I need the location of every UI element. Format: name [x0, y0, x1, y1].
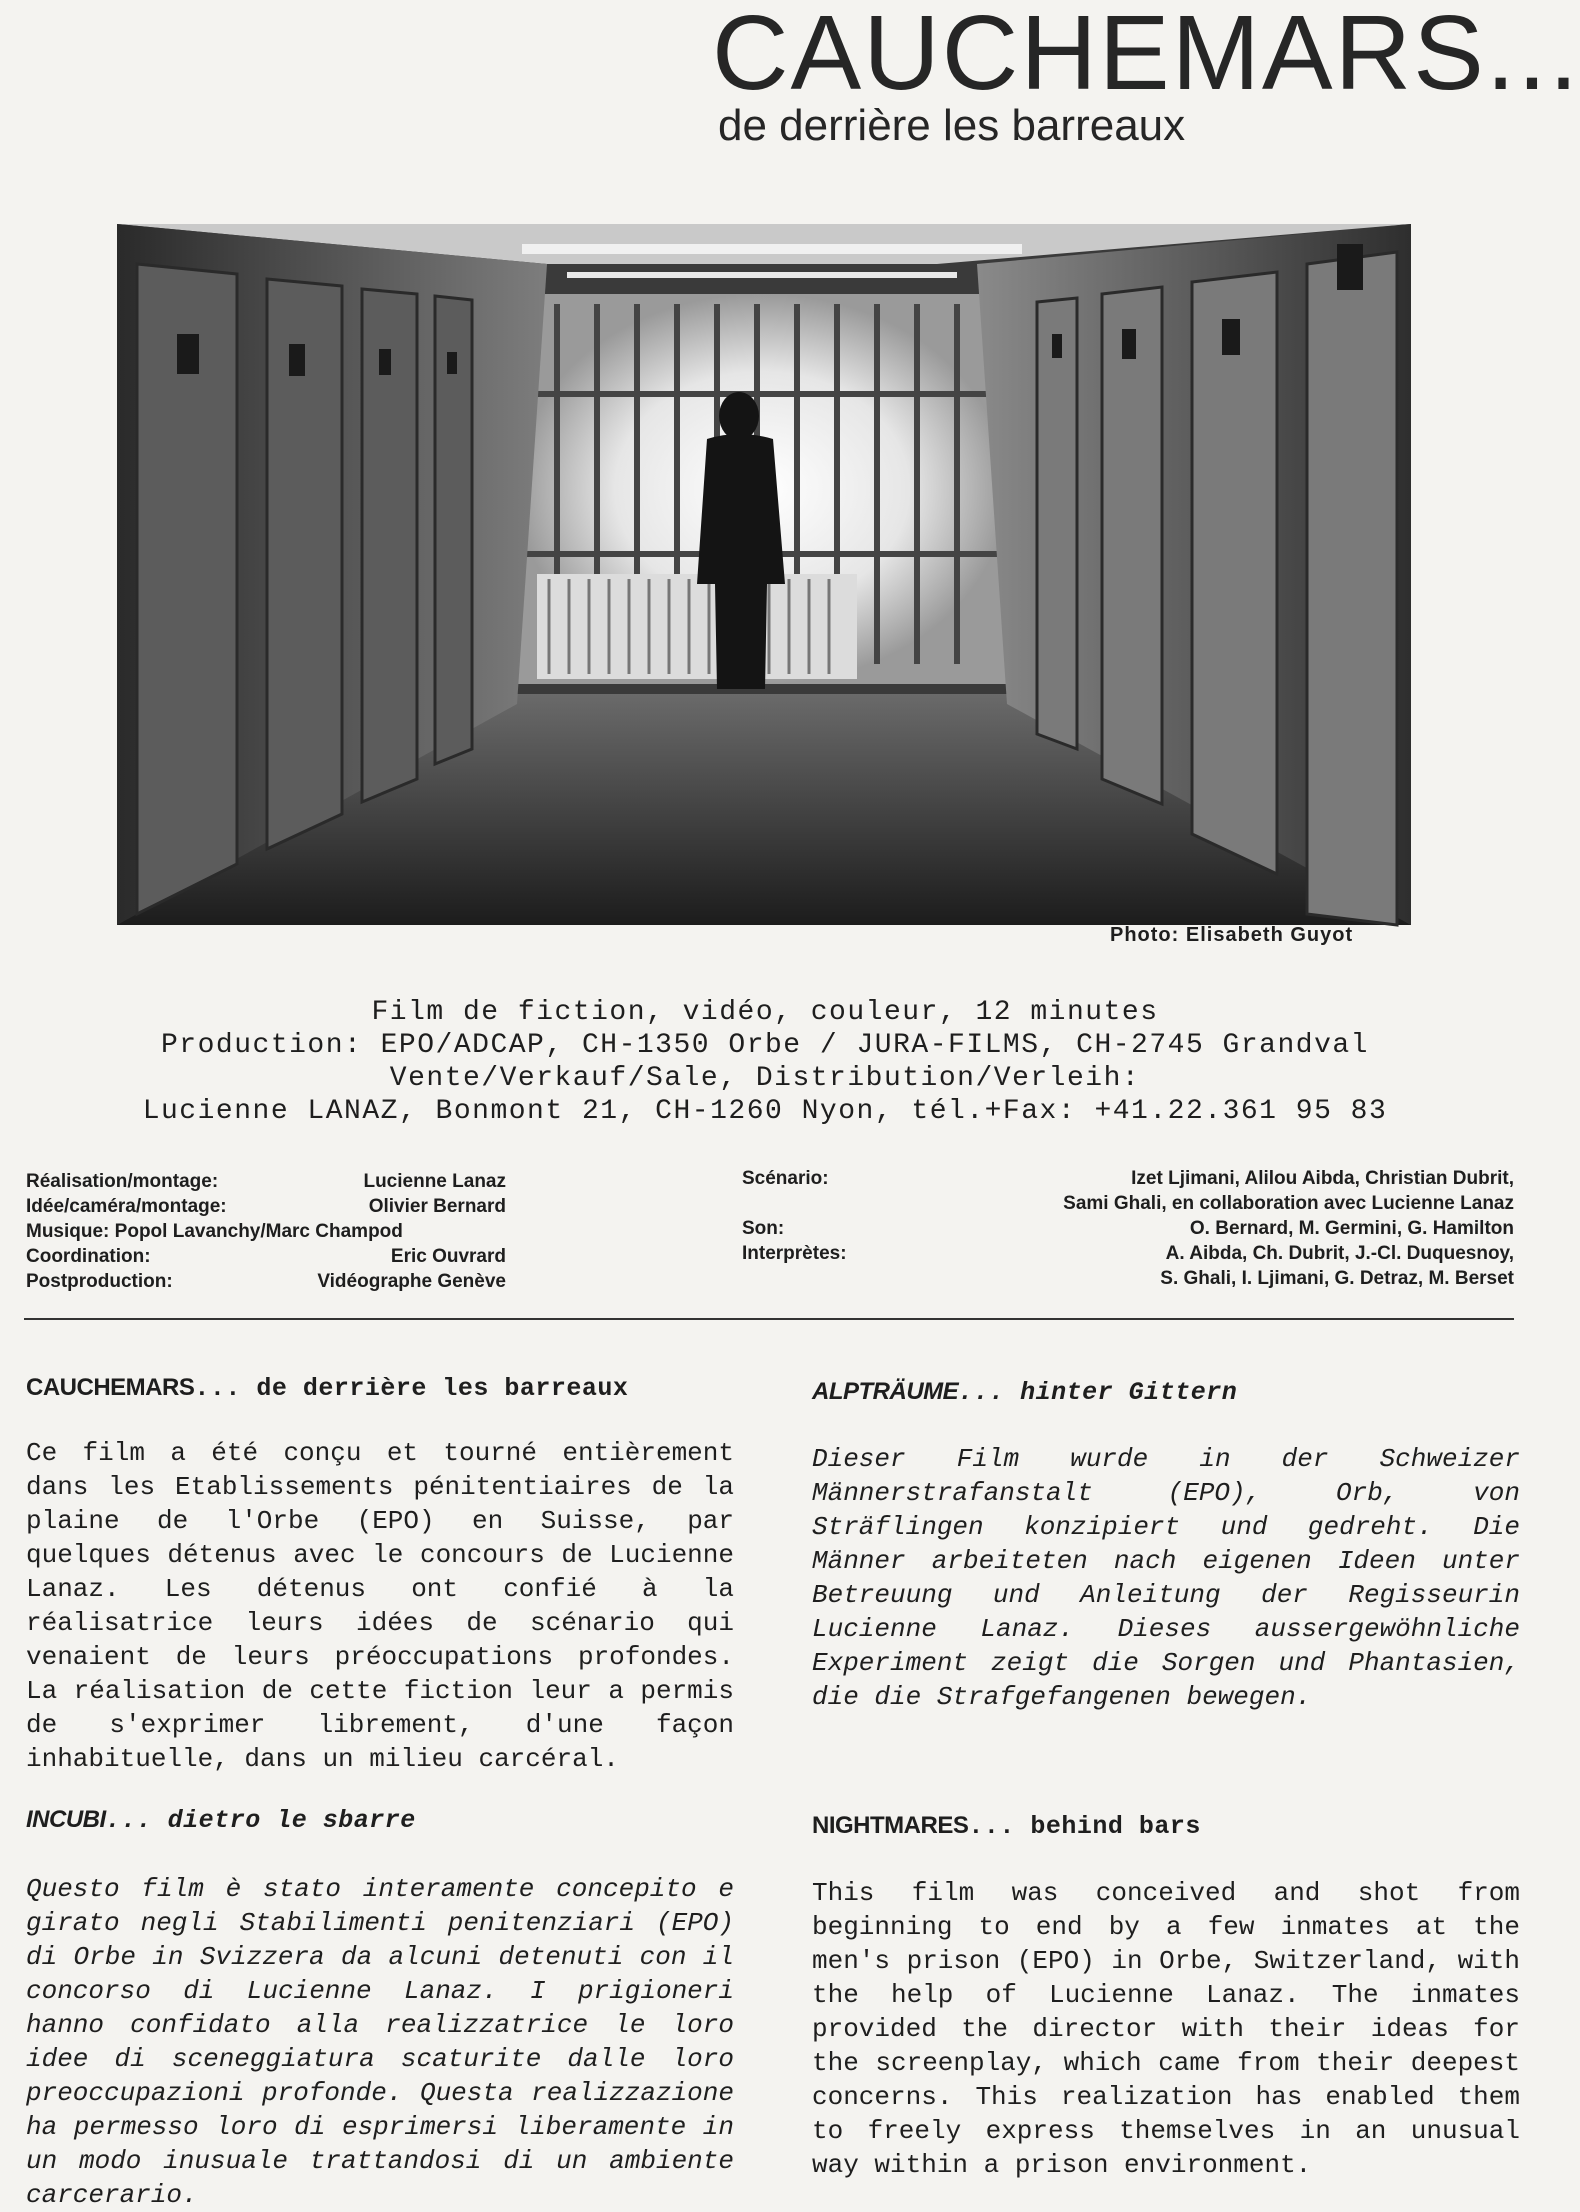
credit-name: Izet Ljimani, Alilou Aibda, Christian Dubrit,: [1131, 1168, 1514, 1189]
german-heading: [812, 1378, 1237, 1407]
credit-row: [26, 1269, 506, 1294]
credit-row: [26, 1219, 506, 1244]
credit-name: Olivier Bernard: [368, 1196, 506, 1217]
credit-role: Son:: [742, 1218, 785, 1239]
credit-continuation: S. Ghali, I. Ljimani, G. Detraz, M. Berset: [1160, 1268, 1514, 1289]
credit-role: Musique: Popol Lavanchy/Marc Champod: [26, 1221, 403, 1242]
credit-name: Eric Ouvrard: [390, 1246, 506, 1267]
corridor-illustration: [117, 224, 1411, 925]
film-info-line: Production: EPO/ADCAP, CH-1350 Orbe / JURA-FILMS, CH-2745 Grandval: [161, 1030, 1369, 1061]
credits-left: [26, 1169, 506, 1294]
heading-caps: ALPTRÄUME: [812, 1378, 959, 1405]
credit-role: Interprètes:: [742, 1243, 847, 1264]
credit-row: [26, 1244, 506, 1269]
heading-caps: CAUCHEMARS: [26, 1374, 195, 1401]
credit-continuation: Sami Ghali, en collaboration avec Lucienne Lanaz: [1063, 1193, 1514, 1214]
heading-rest: ... behind bars: [968, 1812, 1201, 1841]
film-info-line: Lucienne LANAZ, Bonmont 21, CH-1260 Nyon, tél.+Fax: +41.22.361 95 83: [142, 1096, 1388, 1127]
credit-row: [742, 1241, 1514, 1266]
english-heading: [812, 1812, 1201, 1841]
film-info-line: Film de fiction, vidéo, couleur, 12 minutes: [371, 997, 1159, 1028]
italian-heading: [26, 1806, 416, 1835]
photo-credit: Photo: Elisabeth Guyot: [1110, 924, 1354, 946]
film-info-block: [80, 996, 1450, 1128]
heading-caps: INCUBI: [26, 1806, 106, 1833]
french-heading: [26, 1374, 628, 1403]
credit-role: Postproduction:: [26, 1271, 173, 1292]
credit-role: Scénario:: [742, 1168, 829, 1189]
italian-description: Questo film è stato interamente concepito e girato negli Stabilimenti penitenziari (EPO) di Orbe in Svizzera da alcuni detenuti con il concorso di Lucienne Lanaz. I prigioneri hanno confidato alla realizzatrice le loro idee di sceneggiatura scaturite dalle loro preoccupazioni profonde. Questa realizzazione ha permesso loro di esprimersi liberamente in un modo inusuale trattandosi di un ambiente carcerario.: [26, 1874, 734, 2210]
credits-right: [742, 1166, 1514, 1291]
credit-row: [26, 1194, 506, 1219]
credit-name: O. Bernard, M. Germini, G. Hamilton: [1189, 1218, 1514, 1239]
credit-row: [742, 1216, 1514, 1241]
credit-row: [26, 1169, 506, 1194]
credit-row: [742, 1166, 1514, 1191]
credit-role: Réalisation/montage:: [26, 1171, 219, 1192]
heading-rest: ... hinter Gittern: [958, 1378, 1238, 1407]
credit-role: Idée/caméra/montage:: [26, 1196, 227, 1217]
heading-caps: NIGHTMARES: [812, 1812, 969, 1839]
credit-name: Vidéographe Genève: [317, 1271, 506, 1292]
credit-name: A. Aibda, Ch. Dubrit, J.-Cl. Duquesnoy,: [1165, 1243, 1514, 1264]
french-description: Ce film a été conçu et tourné entièrement dans les Etablissements pénitentiaires de la plaine de l'Orbe (EPO) en Suisse, par quelques détenus avec le concours de Lucienne Lanaz. Les détenus ont confié à la réalisatrice leurs idées de scénario qui venaient de leurs préoccupations profondes. La réalisation de cette fiction leur a permis de s'exprimer librement, d'une façon inhabituelle, dans un milieu carcéral.: [26, 1438, 734, 1774]
prison-corridor-photo: [117, 224, 1411, 925]
document-subtitle: de derrière les barreaux: [718, 101, 1186, 150]
credit-role: Coordination:: [26, 1246, 151, 1267]
english-description: This film was conceived and shot from beginning to end by a few inmates at the men's prison (EPO) in Orbe, Switzerland, with the help of Lucienne Lanaz. The inmates provided the director with their ideas for the screenplay, which came from their deepest concerns. This realization has enabled them to freely express themselves in an unusual way within a prison environment.: [812, 1878, 1520, 2180]
heading-rest: ... dietro le sbarre: [105, 1806, 416, 1835]
section-divider: [24, 1318, 1514, 1320]
film-info-line: Vente/Verkauf/Sale, Distribution/Verleih:: [389, 1063, 1141, 1094]
german-description: Dieser Film wurde in der Schweizer Männerstrafanstalt (EPO), Orb, von Sträflingen konzipiert und gedreht. Die Männer arbeiteten nach eigenen Ideen unter Betreuung und Anleitung der Regisseurin Lucienne Lanaz. Dieses aussergewöhnliche Experiment zeigt die Sorgen und Phantasien, die die Strafgefangenen bewegen.: [812, 1444, 1520, 1712]
credit-name: Lucienne Lanaz: [363, 1171, 506, 1192]
document-title: CAUCHEMARS...: [712, 0, 1580, 112]
heading-rest: ... de derrière les barreaux: [194, 1374, 629, 1403]
